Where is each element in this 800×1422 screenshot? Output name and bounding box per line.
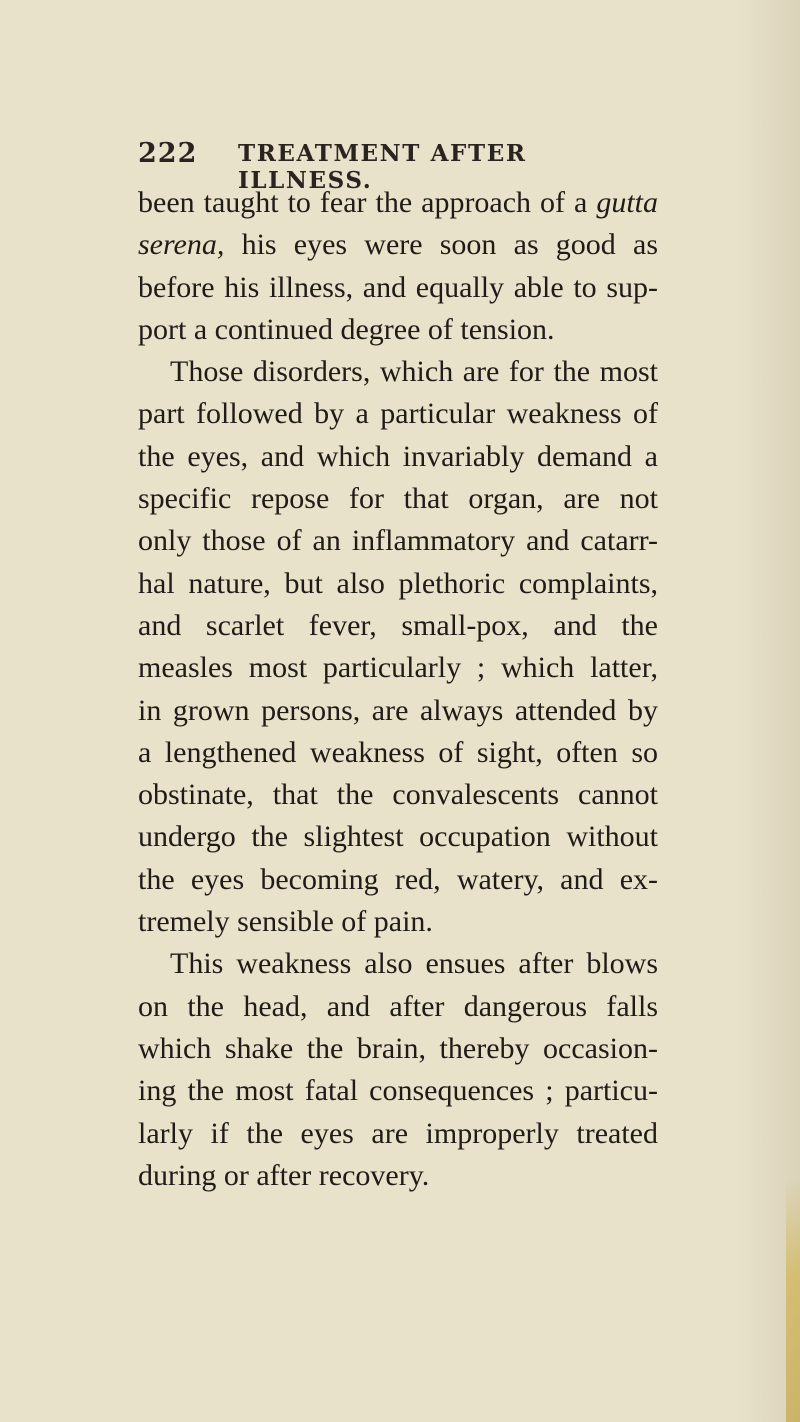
body-text xyxy=(138,182,658,1197)
text-line: serena, his eyes were soon as good as xyxy=(138,228,658,262)
text-line: the eyes becoming red, watery, and ex- xyxy=(138,862,658,896)
text-line: undergo the slightest occupation without xyxy=(138,820,658,854)
text-line: obstinate, that the convalescents cannot xyxy=(138,778,658,812)
running-title: TREATMENT AFTER ILLNESS. xyxy=(238,140,527,194)
text-line: only those of an inflammatory and catarr- xyxy=(138,524,658,558)
text-line: on the head, and after dangerous falls xyxy=(138,989,658,1023)
text-line: hal nature, but also plethoric complaints, xyxy=(138,566,658,600)
text-line: before his illness, and equally able to sup- xyxy=(138,270,658,304)
text-line: in grown persons, are always attended by xyxy=(138,693,658,727)
italic-term: gutta xyxy=(596,186,658,219)
text-line: specific repose for that organ, are not xyxy=(138,482,658,516)
text-line: a lengthened weakness of sight, often so xyxy=(138,735,658,769)
text-line: and scarlet fever, small-pox, and the xyxy=(138,608,658,642)
text-line: part followed by a particular weakness of xyxy=(138,397,658,431)
text-line: which shake the brain, thereby occasion- xyxy=(138,1031,658,1065)
page-header xyxy=(138,138,658,194)
page-edge-stain xyxy=(786,1180,800,1422)
paragraph-start-line: This weakness also ensues after blows xyxy=(170,947,658,981)
text-line: ing the most fatal consequences ; particu- xyxy=(138,1074,658,1108)
paragraph-end-line: tremely sensible of pain. xyxy=(138,905,433,939)
italic-term: serena, xyxy=(138,228,225,262)
text-line: larly if the eyes are improperly treated xyxy=(138,1116,658,1150)
page-number: 222 xyxy=(138,138,198,169)
paragraph-start-line: Those disorders, which are for the most xyxy=(170,355,658,389)
text-line: been taught to fear the approach of a gutta xyxy=(138,186,658,219)
paragraph-end-line: port a continued degree of tension. xyxy=(138,312,555,346)
text-line: measles most particularly ; which latter, xyxy=(138,651,658,685)
paragraph-end-line: during or after recovery. xyxy=(138,1158,430,1192)
text-line: the eyes, and which invariably demand a xyxy=(138,439,658,473)
